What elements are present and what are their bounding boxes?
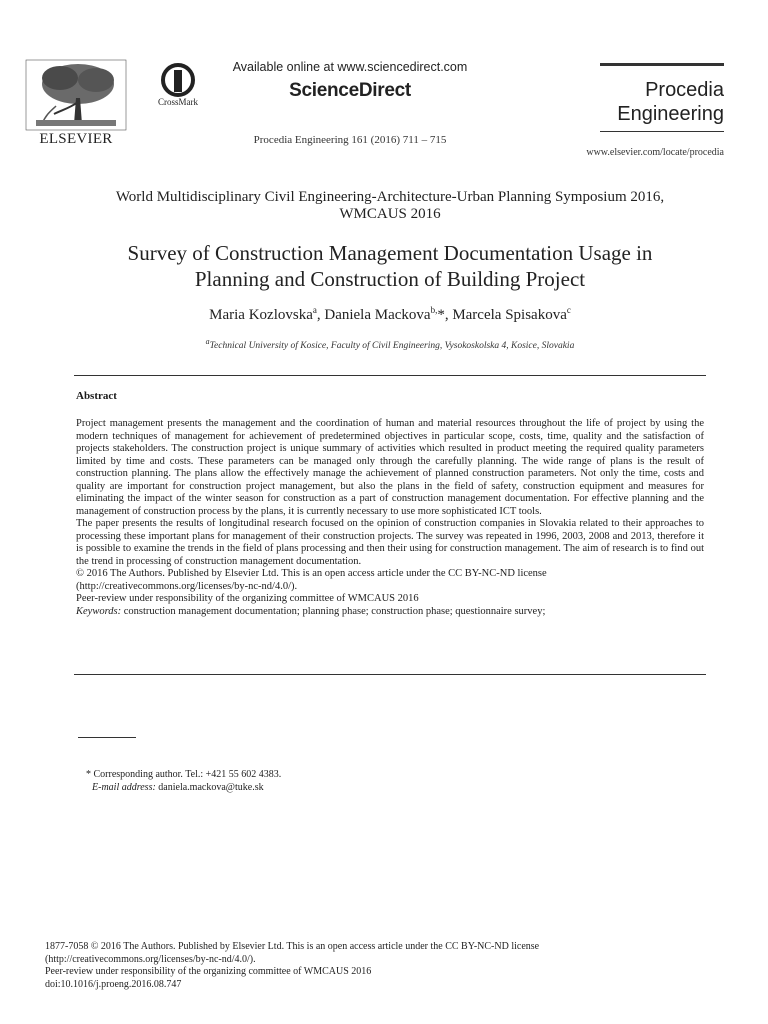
peer-review-notice: Peer-review under responsibility of the organizing committee of WMCAUS 2016 (76, 593, 419, 604)
symposium-line1: World Multidisciplinary Civil Engineering-Architecture-Urban Planning Symposium 2016, (115, 189, 665, 205)
abstract-heading: Abstract (76, 390, 117, 402)
affiliation-text: Technical University of Kosice, Faculty of Civil Engineering, Vysokoskolska 4, Kosice, Slovakia (209, 341, 575, 352)
sciencedirect-wordmark: ScienceDirect (289, 80, 411, 101)
doi-link[interactable]: doi:10.1016/j.proeng.2016.08.747 (45, 978, 182, 990)
symposium-line2: WMCAUS 2016 (339, 206, 441, 222)
paper-title-line2: Planning and Construction of Building Project (194, 267, 586, 291)
keywords-text: construction management documentation; planning phase; construction phase; questionnaire survey; (123, 605, 546, 617)
copyright-notice: © 2016 The Authors. Published by Elsevier Ltd. This is an open access article under the CC BY-NC-ND license (76, 568, 547, 579)
keywords-label: Keywords: (76, 605, 122, 617)
footnote (86, 769, 281, 794)
bottom-peer-review: Peer-review under responsibility of the organizing committee of WMCAUS 2016 (45, 966, 372, 977)
footnote-rule (78, 737, 136, 738)
journal-rule-bottom (600, 131, 724, 132)
abstract-paragraph: The paper presents the results of longitudinal research focused on the opinion of construction companies in Slovakia related to their approaches to processing these important plans for management of their construction projects. The survey was repeated in 1996, 2003, 2008 and 2013, therefore it is possible to examine the trends in the field of plans processing and then their using for construction management. The aim of research is to find out the trend in processing of construction management documentation. (76, 518, 704, 567)
bottom-matter (45, 941, 705, 991)
journal-reference: Procedia Engineering 161 (2016) 711 – 715 (253, 134, 447, 146)
author-affiliation-marker: b, (430, 305, 438, 315)
author-name: Daniela Mackova (324, 307, 431, 323)
symposium-name (60, 189, 720, 223)
abstract-top-rule (74, 375, 706, 376)
paper-title-line1: Survey of Construction Management Documentation Usage in (127, 241, 653, 265)
bottom-license-link[interactable]: (http://creativecommons.org/licenses/by-nc-nd/4.0/). (45, 953, 256, 965)
author-affiliation-marker: c (566, 305, 571, 315)
crossmark-label: CrossMark (158, 97, 198, 107)
corresponding-author-marker: * (437, 307, 445, 323)
abstract-bottom-rule (74, 674, 706, 675)
paper-title (60, 240, 720, 292)
available-online-text: Available online at www.sciencedirect.com (232, 60, 468, 74)
email-label: E-mail address: (92, 781, 156, 793)
journal-rule-top (600, 63, 724, 66)
email-address-link[interactable]: daniela.mackova@tuke.sk (158, 781, 264, 793)
journal-name (600, 78, 724, 126)
journal-name-line1: Procedia (645, 79, 724, 101)
abstract-paragraph: Project management presents the management and the coordination of human and material resources throughout the life of project by using the modern techniques of management for achievement of predetermined objectives in particular scope, costs, time, quality and the satisfaction of projects stakeholders. The construction project is unique summary of activities which resulted in product meeting the required quality parameters limited by time and costs. These parameters can be managed only through the carefully planning. The wide range of plans is the result of construction planning. The plans allow the effectively manage the achievement of planned construction parameters. Not only the time, costs and quality are important for construction project management, but also the plans in the field of safety, construction equipment and measures for eliminating the impact of the winter season for construction as a part of construction management documentation. For effective planning and the management of construction process by the plans, it is currently necessary to use more sophisticated ICT tools. (76, 418, 704, 517)
author-name: Marcela Spisakova (452, 307, 567, 323)
keywords (76, 606, 704, 619)
email-line (86, 782, 281, 795)
author-affiliation-marker: a (312, 305, 317, 315)
affiliation-marker: a (205, 337, 210, 346)
issn-copyright: 1877-7058 © 2016 The Authors. Published by Elsevier Ltd. This is an open access article under the CC BY-NC-ND license (45, 941, 540, 952)
license-link[interactable]: (http://creativecommons.org/licenses/by-nc-nd/4.0/). (76, 580, 298, 592)
author-name: Maria Kozlovska (209, 307, 313, 323)
journal-name-line2: Engineering (617, 103, 724, 125)
corresponding-author-note: * Corresponding author. Tel.: +421 55 602 4383. (86, 769, 282, 780)
abstract-body (76, 418, 704, 618)
elsevier-wordmark: ELSEVIER (39, 131, 113, 147)
affiliation (60, 337, 720, 351)
journal-url-link[interactable]: www.elsevier.com/locate/procedia (586, 147, 724, 158)
author-list: Maria Kozlovska$^a$, Daniela Mackova$^{b,}$*, Marcela Spisakova$^c$ (209, 305, 571, 323)
